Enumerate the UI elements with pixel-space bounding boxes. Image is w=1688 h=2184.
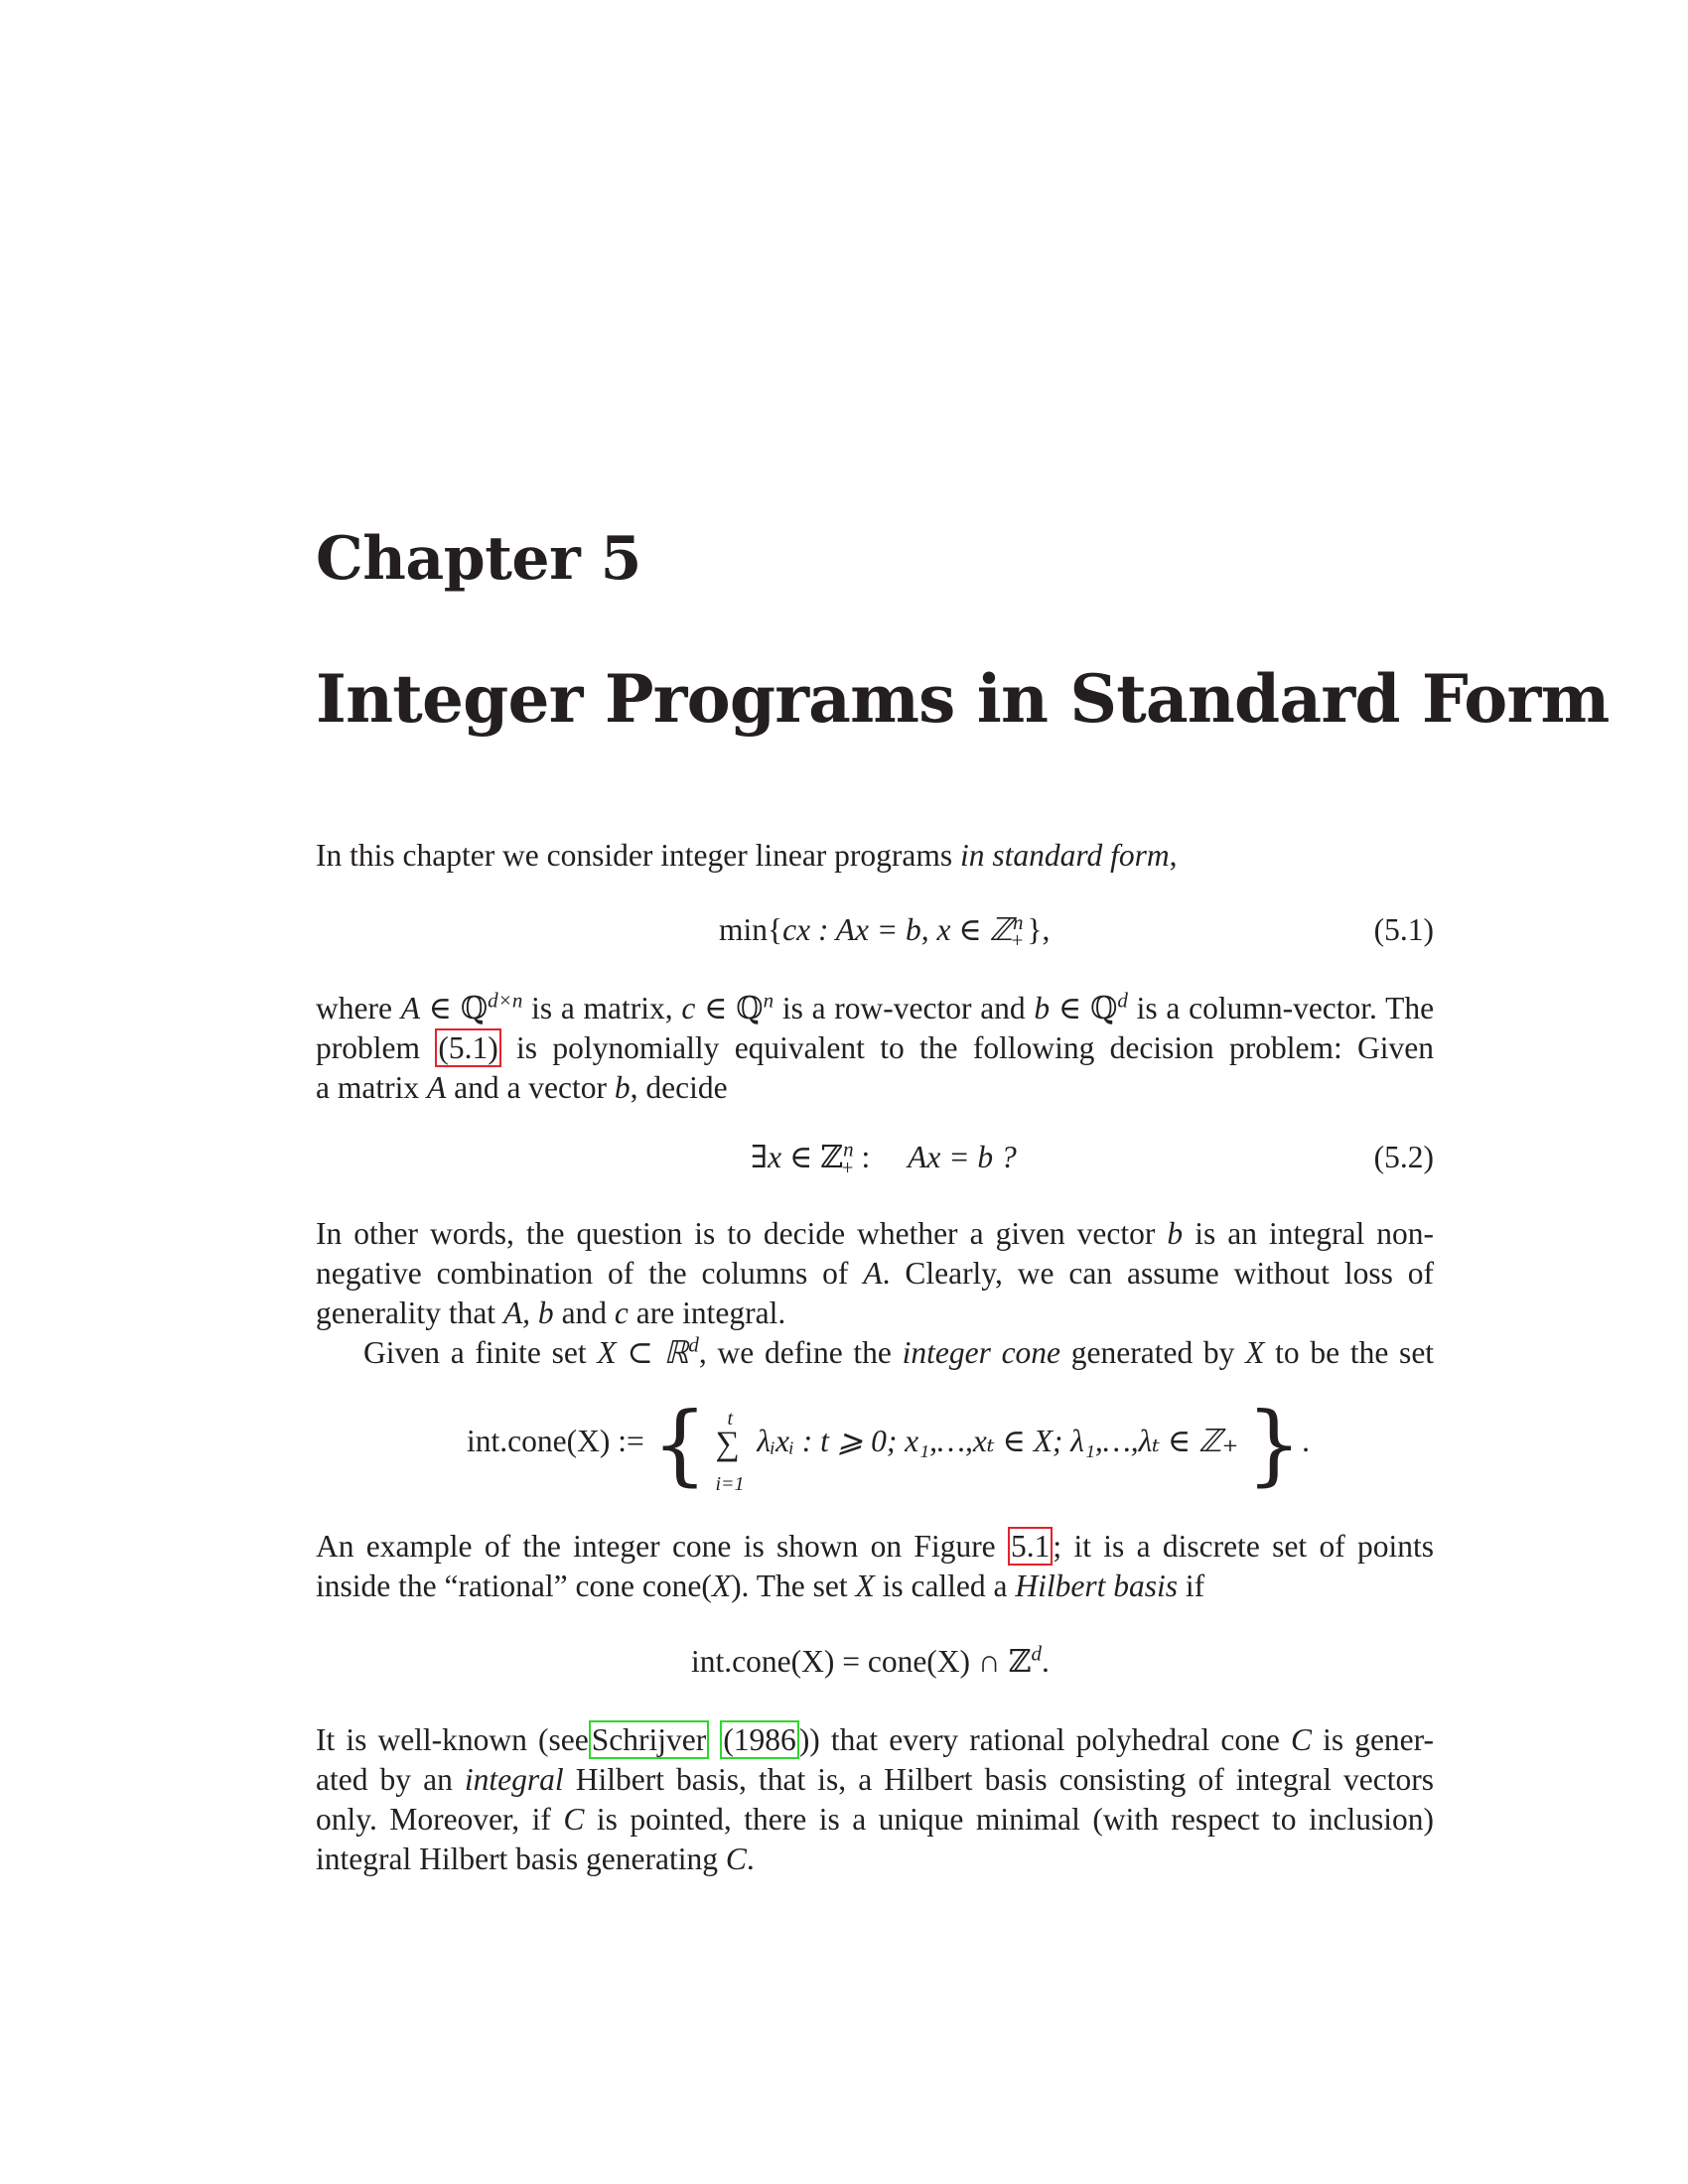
intro-paragraph: In this chapter we consider integer linear programs in standard form, <box>316 838 1178 873</box>
equation-number: (5.2) <box>1373 1140 1434 1174</box>
figure-ref-link[interactable]: 5.1 <box>1008 1527 1053 1566</box>
chapter-label: Chapter 5 <box>316 524 641 594</box>
paragraph-well-known: It is well-known (seeSchrijver (1986)) that every rational polyhedral cone C is gener- ated by an integral Hilbert basis, that is, a Hilbert basis consisting of integral vectors only. Moreover, if C is pointed, there is a unique minimal (with respect to inclusion) integral Hilbert basis generating C. <box>316 1722 1435 1876</box>
equation-hilbert-basis: int.cone(X) = cone(X) ∩ ℤ$^d$. <box>691 1641 1050 1679</box>
citation-author-link[interactable]: Schrijver <box>589 1720 709 1759</box>
equation-5-1: min{cx : Ax = b, x ∈ ℤ$^n_+$ }, (5.1) <box>719 909 1434 953</box>
equation-5-2: ∃x ∈ ℤ$^n_+$ : Ax = b ? (5.2) <box>751 1137 1434 1180</box>
citation-year-link[interactable]: (1986 <box>720 1720 799 1759</box>
equation-number: (5.1) <box>1373 912 1434 947</box>
paragraph-hilbert-intro: An example of the integer cone is shown on Figure 5.1; it is a discrete set of points inside the “rational” cone cone(X). The set X is called a Hilbert basis if <box>316 1529 1435 1603</box>
paragraph-problem: where A ∈ ℚ$^{d\times n}$ is a matrix, c ∈ ℚ$^n$ is a row-vector and b ∈ ℚ$^d$ is a column-vector. The problem (5.1) is polynomially equivalent to the following decision problem: Given a matrix A and a vector b, decide <box>316 988 1435 1105</box>
summation-symbol: t ∑ i=1 <box>715 1407 745 1495</box>
paragraph-integer-cone-def: Given a finite set X ⊂ ℝ$^d$, we define the integer cone generated by X to be the set <box>363 1332 1435 1370</box>
equation-integer-cone: int.cone(X) := { t ∑ i=1 λᵢxᵢ : t ⩾ 0; x₁,…,xₜ ∈ X; λ₁,…,λₜ ∈ ℤ₊ }. <box>467 1392 1310 1495</box>
paragraph-other-words: In other words, the question is to decide whether a given vector b is an integral non- negative combination of the columns of A. Clearly, we can assume without loss of generality that A, b and c are integral. <box>316 1216 1435 1330</box>
chapter-title: Integer Programs in Standard Form <box>316 660 1610 738</box>
equation-ref-link[interactable]: (5.1) <box>435 1028 500 1067</box>
